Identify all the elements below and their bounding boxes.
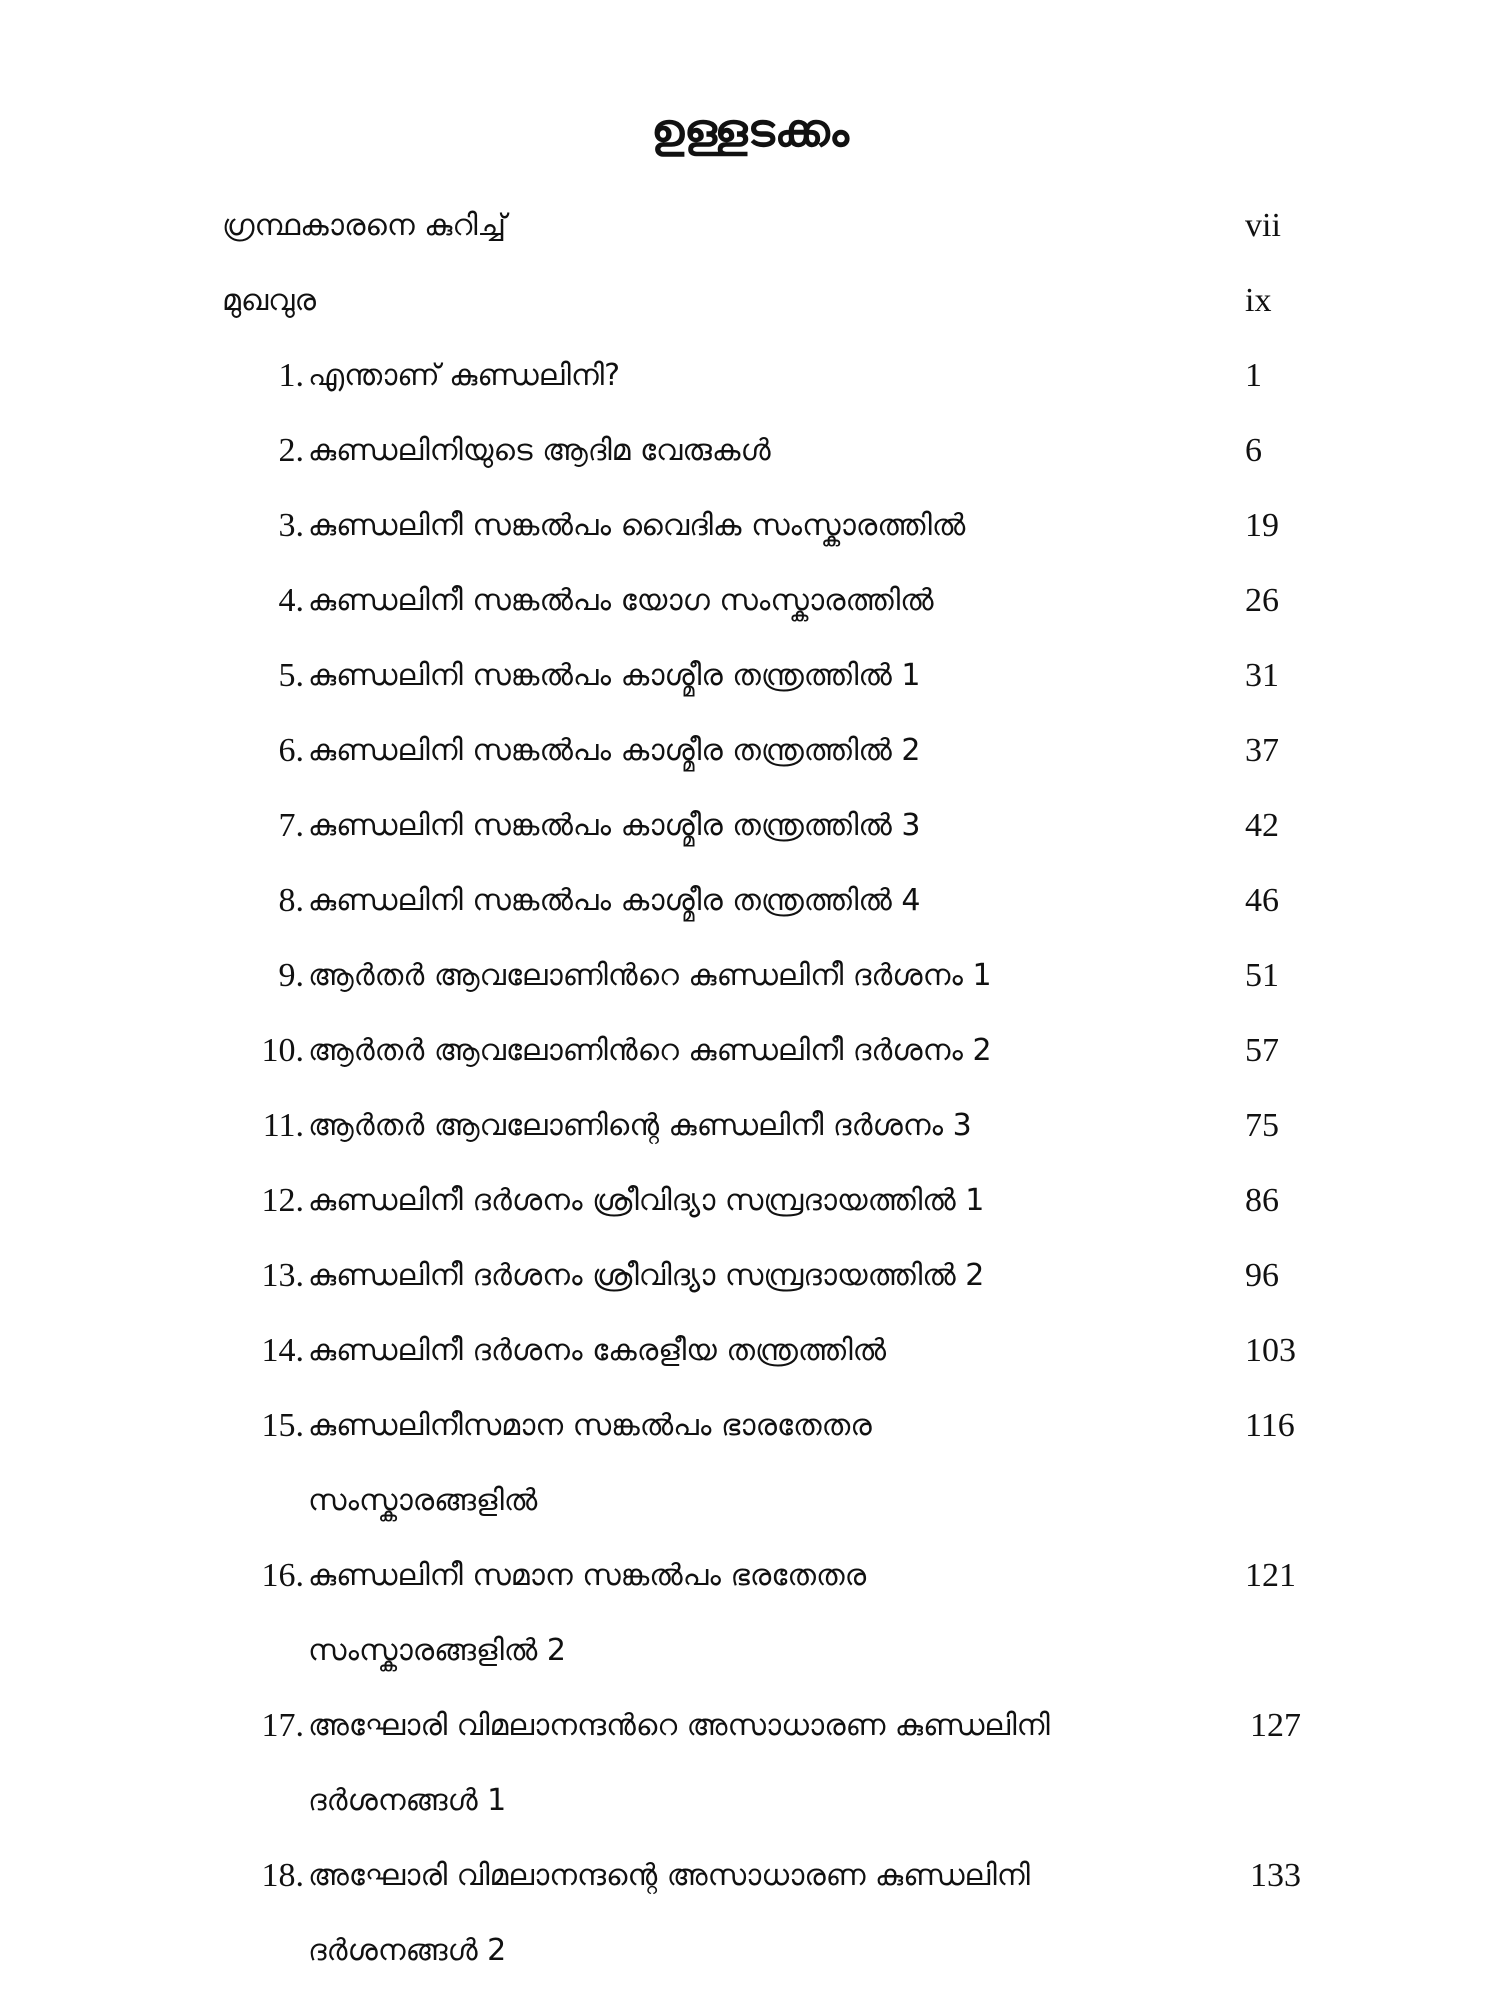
toc-entry-continuation [0, 1763, 1500, 1838]
chapter-page: 46 [1245, 882, 1279, 919]
chapter-title: കുണ്ഡലിനി സങ്കൽപം കാശ്മീര തന്ത്രത്തിൽ 3 [308, 808, 921, 843]
chapter-title-continuation: സംസ്കാരങ്ങളിൽ [308, 1483, 538, 1518]
chapter-number: 14. [261, 1332, 304, 1369]
chapter-page: 96 [1245, 1257, 1279, 1294]
chapter-number: 13. [261, 1257, 304, 1294]
toc-entry [0, 1238, 1500, 1313]
toc-entry [0, 338, 1500, 413]
chapter-title: കുണ്ഡലിനിയുടെ ആദിമ വേരുകൾ [308, 433, 771, 468]
toc-entry-page: ix [1245, 282, 1272, 319]
toc-entry [0, 938, 1500, 1013]
chapter-title: കുണ്ഡലിനീ സങ്കൽപം വൈദിക സംസ്കാരത്തിൽ [308, 508, 966, 543]
toc-entry-about-author [0, 188, 1500, 263]
toc-entry [0, 713, 1500, 788]
chapter-title: ആർതർ ആവലോണിൻറെ കുണ്ഡലിനീ ദർശനം 2 [308, 1033, 992, 1068]
chapter-page: 121 [1245, 1557, 1296, 1594]
toc-entry-preface [0, 263, 1500, 338]
chapter-page: 31 [1245, 657, 1279, 694]
toc-entry [0, 1163, 1500, 1238]
chapter-title: കുണ്ഡലിനീ സമാന സങ്കൽപം ഭരതേതര [308, 1558, 867, 1593]
chapter-page: 116 [1245, 1407, 1295, 1444]
chapter-title: കുണ്ഡലിനീ ദർശനം ശ്രീവിദ്യാ സമ്പ്രദായത്തിൽ 2 [308, 1258, 985, 1293]
chapter-number: 7. [278, 807, 304, 844]
chapter-title: കുണ്ഡലിനി സങ്കൽപം കാശ്മീര തന്ത്രത്തിൽ 2 [308, 733, 921, 768]
chapter-title: കുണ്ഡലിനീസമാന സങ്കൽപം ഭാരതേതര [308, 1408, 872, 1443]
chapter-number: 11. [262, 1107, 304, 1144]
toc-entry [0, 1538, 1500, 1613]
chapter-page: 75 [1245, 1107, 1279, 1144]
chapter-title: കുണ്ഡലിനീ സങ്കൽപം യോഗ സംസ്കാരത്തിൽ [308, 583, 934, 618]
chapter-number: 9. [278, 957, 304, 994]
chapter-number: 5. [278, 657, 304, 694]
chapter-page: 19 [1245, 507, 1279, 544]
toc-entry [0, 863, 1500, 938]
chapter-number: 15. [261, 1407, 304, 1444]
chapter-page: 37 [1245, 732, 1279, 769]
chapter-number: 12. [261, 1182, 304, 1219]
chapter-title-continuation: ദർശനങ്ങൾ 1 [308, 1783, 507, 1818]
chapter-number: 10. [261, 1032, 304, 1069]
chapter-page: 1 [1245, 357, 1262, 394]
chapter-title: കുണ്ഡലിനി സങ്കൽപം കാശ്മീര തന്ത്രത്തിൽ 4 [308, 883, 921, 918]
toc-entry [0, 1838, 1500, 1913]
toc-entry-title: ഗ്രന്ഥകാരനെ കുറിച്ച് [222, 208, 506, 243]
chapter-page: 103 [1245, 1332, 1296, 1369]
toc-entry [0, 1388, 1500, 1463]
chapter-title: ആർതർ ആവലോണിൻറെ കുണ്ഡലിനീ ദർശനം 1 [308, 958, 992, 993]
toc-entry [0, 1013, 1500, 1088]
toc-entry [0, 788, 1500, 863]
chapter-page: 26 [1245, 582, 1279, 619]
chapter-title: ആർതർ ആവലോണിന്റെ കുണ്ഡലിനീ ദർശനം 3 [308, 1108, 972, 1143]
chapter-title: അഘോരി വിമലാനന്ദൻറെ അസാധാരണ കുണ്ഡലിനി [308, 1708, 1050, 1743]
chapter-title-continuation: സംസ്കാരങ്ങളിൽ 2 [308, 1633, 566, 1668]
chapter-number: 4. [278, 582, 304, 619]
toc-entry [0, 413, 1500, 488]
chapter-page: 57 [1245, 1032, 1279, 1069]
toc-entry-continuation [0, 1463, 1500, 1538]
toc-entry-title: മുഖവുര [222, 283, 316, 318]
chapter-number: 1. [278, 357, 304, 394]
chapter-number: 3. [278, 507, 304, 544]
chapter-page: 127 [1250, 1707, 1301, 1744]
chapter-title: കുണ്ഡലിനീ ദർശനം ശ്രീവിദ്യാ സമ്പ്രദായത്തിൽ 1 [308, 1183, 985, 1218]
chapter-number: 18. [261, 1857, 304, 1894]
chapter-page: 42 [1245, 807, 1279, 844]
chapter-title: കുണ്ഡലിനി സങ്കൽപം കാശ്മീര തന്ത്രത്തിൽ 1 [308, 658, 921, 693]
toc-entry-continuation [0, 1913, 1500, 1988]
toc-entry-continuation [0, 1613, 1500, 1688]
chapter-number: 16. [261, 1557, 304, 1594]
chapter-title: എന്താണ് കുണ്ഡലിനി? [308, 358, 620, 393]
chapter-number: 2. [278, 432, 304, 469]
toc-entry [0, 638, 1500, 713]
chapter-number: 17. [261, 1707, 304, 1744]
chapter-title: അഘോരി വിമലാനന്ദന്റെ അസാധാരണ കുണ്ഡലിനി [308, 1858, 1030, 1893]
chapter-number: 8. [278, 882, 304, 919]
toc-entry [0, 1688, 1500, 1763]
chapter-page: 51 [1245, 957, 1279, 994]
toc-entry [0, 1313, 1500, 1388]
chapter-page: 133 [1250, 1857, 1301, 1894]
chapter-title-continuation: ദർശനങ്ങൾ 2 [308, 1933, 507, 1968]
toc-entry [0, 488, 1500, 563]
chapter-page: 86 [1245, 1182, 1279, 1219]
chapter-page: 6 [1245, 432, 1262, 469]
chapter-title: കുണ്ഡലിനീ ദർശനം കേരളീയ തന്ത്രത്തിൽ [308, 1333, 886, 1368]
toc-entry [0, 563, 1500, 638]
toc-entry [0, 1088, 1500, 1163]
toc-entry-page: vii [1245, 207, 1281, 244]
page-title: ഉള്ളടക്കം [651, 103, 849, 157]
chapter-number: 6. [278, 732, 304, 769]
